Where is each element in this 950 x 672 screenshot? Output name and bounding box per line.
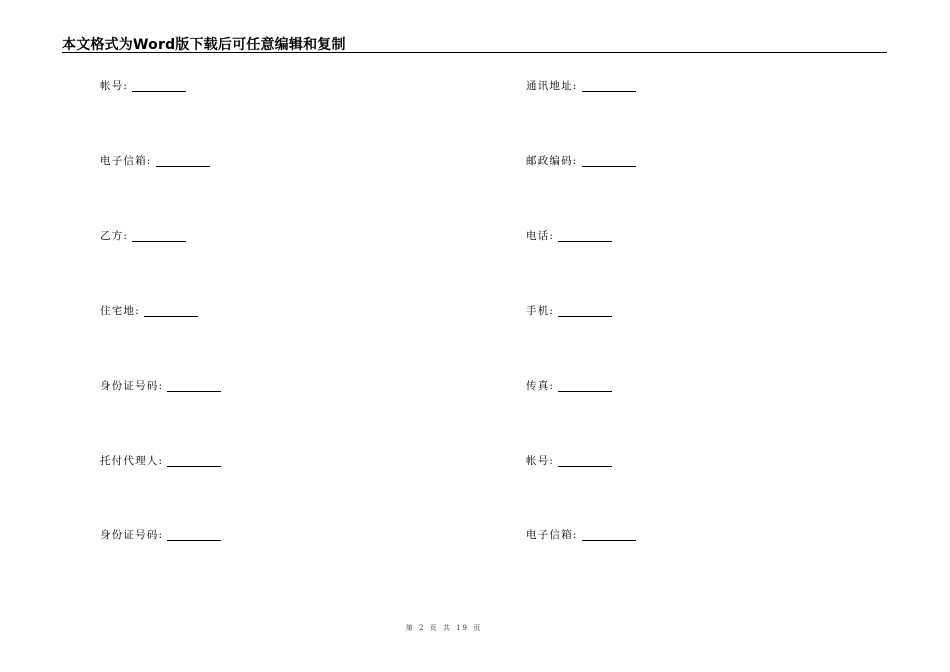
field-label: 身份证号码: — [100, 529, 164, 541]
field-right-email — [526, 528, 636, 542]
fill-in-blank[interactable] — [132, 81, 186, 92]
field-right-account — [526, 454, 612, 468]
fill-in-blank[interactable] — [167, 381, 221, 392]
field-label: 身份证号码: — [100, 380, 164, 392]
fill-in-blank[interactable] — [167, 456, 221, 467]
fill-in-blank[interactable] — [558, 381, 612, 392]
field-label: 帐号: — [100, 80, 129, 92]
field-left-email — [100, 154, 210, 168]
field-right-mobile — [526, 304, 612, 318]
field-label: 帐号: — [526, 455, 555, 467]
field-label: 传真: — [526, 380, 555, 392]
field-label: 电子信箱: — [526, 529, 578, 541]
field-left-residence — [100, 304, 198, 318]
document-header-title: 本文格式为Word版下载后可任意编辑和复制 — [62, 37, 346, 53]
fill-in-blank[interactable] — [558, 456, 612, 467]
fill-in-blank[interactable] — [558, 306, 612, 317]
fill-in-blank[interactable] — [144, 306, 198, 317]
field-label: 住宅地: — [100, 305, 140, 317]
field-label: 手机: — [526, 305, 555, 317]
field-label: 邮政编码: — [526, 155, 578, 167]
header-divider — [62, 52, 887, 53]
field-label: 电子信箱: — [100, 155, 152, 167]
fill-in-blank[interactable] — [558, 231, 612, 242]
field-right-phone — [526, 229, 612, 243]
field-left-agent-id-number — [100, 528, 221, 542]
field-right-fax — [526, 379, 612, 393]
field-label: 通讯地址: — [526, 80, 578, 92]
fill-in-blank[interactable] — [132, 231, 186, 242]
field-left-account — [100, 79, 186, 93]
field-left-agent — [100, 454, 221, 468]
page-number-footer: 第 2 页 共 19 页 — [405, 624, 483, 632]
fill-in-blank[interactable] — [582, 81, 636, 92]
field-label: 电话: — [526, 230, 555, 242]
field-left-id-number — [100, 379, 221, 393]
fill-in-blank[interactable] — [582, 530, 636, 541]
fill-in-blank[interactable] — [167, 530, 221, 541]
fill-in-blank[interactable] — [582, 156, 636, 167]
field-left-party-b — [100, 229, 186, 243]
field-label: 托付代理人: — [100, 455, 164, 467]
field-right-mailing-address — [526, 79, 636, 93]
field-label: 乙方: — [100, 230, 129, 242]
fill-in-blank[interactable] — [156, 156, 210, 167]
field-right-postal-code — [526, 154, 636, 168]
